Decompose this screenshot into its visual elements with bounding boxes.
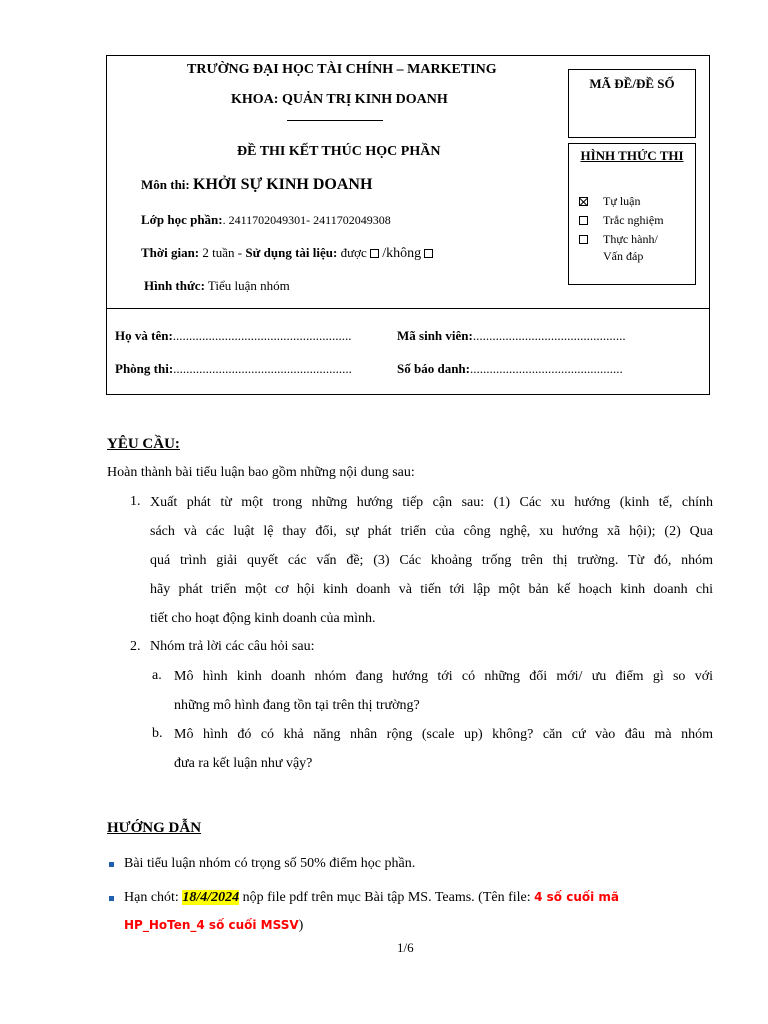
subject-label: Môn thi:	[141, 177, 190, 192]
time-label: Thời gian:	[141, 245, 200, 260]
class-row	[141, 212, 391, 228]
sub-a-letter: a.	[152, 668, 162, 683]
sub-b-text: Mô hình đó có khả năng nhân rộng (scale up) không? căn cứ vào đâu mà nhóm đưa ra kết luận như vậy?	[174, 727, 713, 771]
exam-title: ĐỀ THI KẾT THÚC HỌC PHẦN	[237, 144, 441, 159]
guide-bullet-2-cont: HP_HoTen_4 số cuối MSSV)	[124, 918, 304, 933]
guide-bullet-2: Hạn chót: 18/4/2024 nộp file pdf trên mục Bài tập MS. Teams. (Tên file: 4 số cuối mã	[124, 890, 620, 905]
exam-code-title: MÃ ĐỀ/ĐỀ SỐ	[589, 76, 675, 91]
item2-number: 2.	[130, 639, 141, 654]
filename-format-part1: 4 số cuối mã	[534, 890, 620, 904]
header-divider	[107, 308, 709, 309]
subject-value: KHỞI SỰ KINH DOANH	[193, 176, 373, 193]
materials-yes: được	[340, 245, 367, 260]
item2-text: Nhóm trả lời các câu hỏi sau:	[150, 639, 315, 654]
page-number: 1/6	[397, 940, 414, 955]
student-name-field[interactable]: Họ và tên:.......................................................	[115, 328, 352, 343]
exam-form-box	[568, 143, 696, 285]
checked-box-icon	[579, 197, 588, 206]
seat-number-field[interactable]: Số báo danh:...............................................	[397, 361, 623, 376]
exam-form-option-multiple-choice[interactable]: Trắc nghiệm	[579, 212, 664, 229]
faculty-underline	[287, 120, 383, 121]
exam-code-box	[568, 69, 696, 138]
materials-label: Sử dụng tài liệu:	[245, 245, 338, 260]
exam-form-option-practical[interactable]: Thực hành/	[579, 231, 658, 248]
faculty-name: KHOA: QUẢN TRỊ KINH DOANH	[231, 92, 448, 107]
item1-text: Xuất phát từ một trong những hướng tiếp cận sau: (1) Các xu hướng (kinh tế, chính sách và các luật lệ thay đổi, sự phát triển của công nghệ, xu hướng xã hội); (2) Qua quá trình giải quyết các vấn đề; (3) Các khoảng trống trên thị trường. Từ đó, nhóm hãy phát triển một cơ hội kinh doanh và tiến tới lập một bản kế hoạch kinh doanh chi tiết cho hoạt động kinh doanh của mình.	[150, 495, 713, 626]
requirements-intro: Hoàn thành bài tiểu luận bao gồm những nội dung sau:	[107, 465, 415, 480]
sub-a-text: Mô hình kinh doanh nhóm đang hướng tới có những đổi mới/ ưu điểm gì so với những mô hình đang tồn tại trên thị trường?	[174, 669, 713, 713]
subject-row	[141, 176, 372, 194]
class-label: Lớp học phần:	[141, 212, 223, 227]
format-label: Hình thức:	[144, 278, 205, 293]
format-row	[144, 278, 290, 294]
sub-b-letter: b.	[152, 726, 163, 741]
materials-no: /không	[382, 246, 422, 261]
school-name: TRƯỜNG ĐẠI HỌC TÀI CHÍNH – MARKETING	[187, 62, 497, 77]
square-bullet-icon	[109, 896, 114, 901]
student-id-field[interactable]: Mã sinh viên:...............................................	[397, 328, 626, 343]
deadline-date: 18/4/2024	[182, 890, 240, 905]
exam-form-title: HÌNH THỨC THI	[580, 148, 684, 163]
materials-yes-checkbox[interactable]	[370, 249, 379, 258]
item1-number: 1.	[130, 494, 141, 509]
unchecked-box-icon	[579, 216, 588, 225]
square-bullet-icon	[109, 862, 114, 867]
requirements-title: YÊU CẦU:	[107, 436, 180, 452]
exam-header-box	[106, 55, 710, 395]
filename-format-part2: HP_HoTen_4 số cuối MSSV	[124, 918, 299, 932]
time-value: 2 tuần -	[202, 245, 246, 260]
materials-no-checkbox[interactable]	[424, 249, 433, 258]
exam-form-option-oral: Vấn đáp	[603, 249, 644, 263]
format-value: Tiểu luận nhóm	[207, 278, 290, 293]
class-value: . 2411702049301- 2411702049308	[222, 213, 391, 227]
guide-bullet-1: Bài tiểu luận nhóm có trọng số 50% điểm học phần.	[124, 856, 416, 871]
guide-title: HƯỚNG DẪN	[107, 820, 202, 836]
time-row	[141, 245, 433, 262]
unchecked-box-icon	[579, 235, 588, 244]
exam-form-option-essay[interactable]: Tự luận	[579, 193, 641, 210]
exam-room-field[interactable]: Phòng thi:.......................................................	[115, 361, 352, 376]
